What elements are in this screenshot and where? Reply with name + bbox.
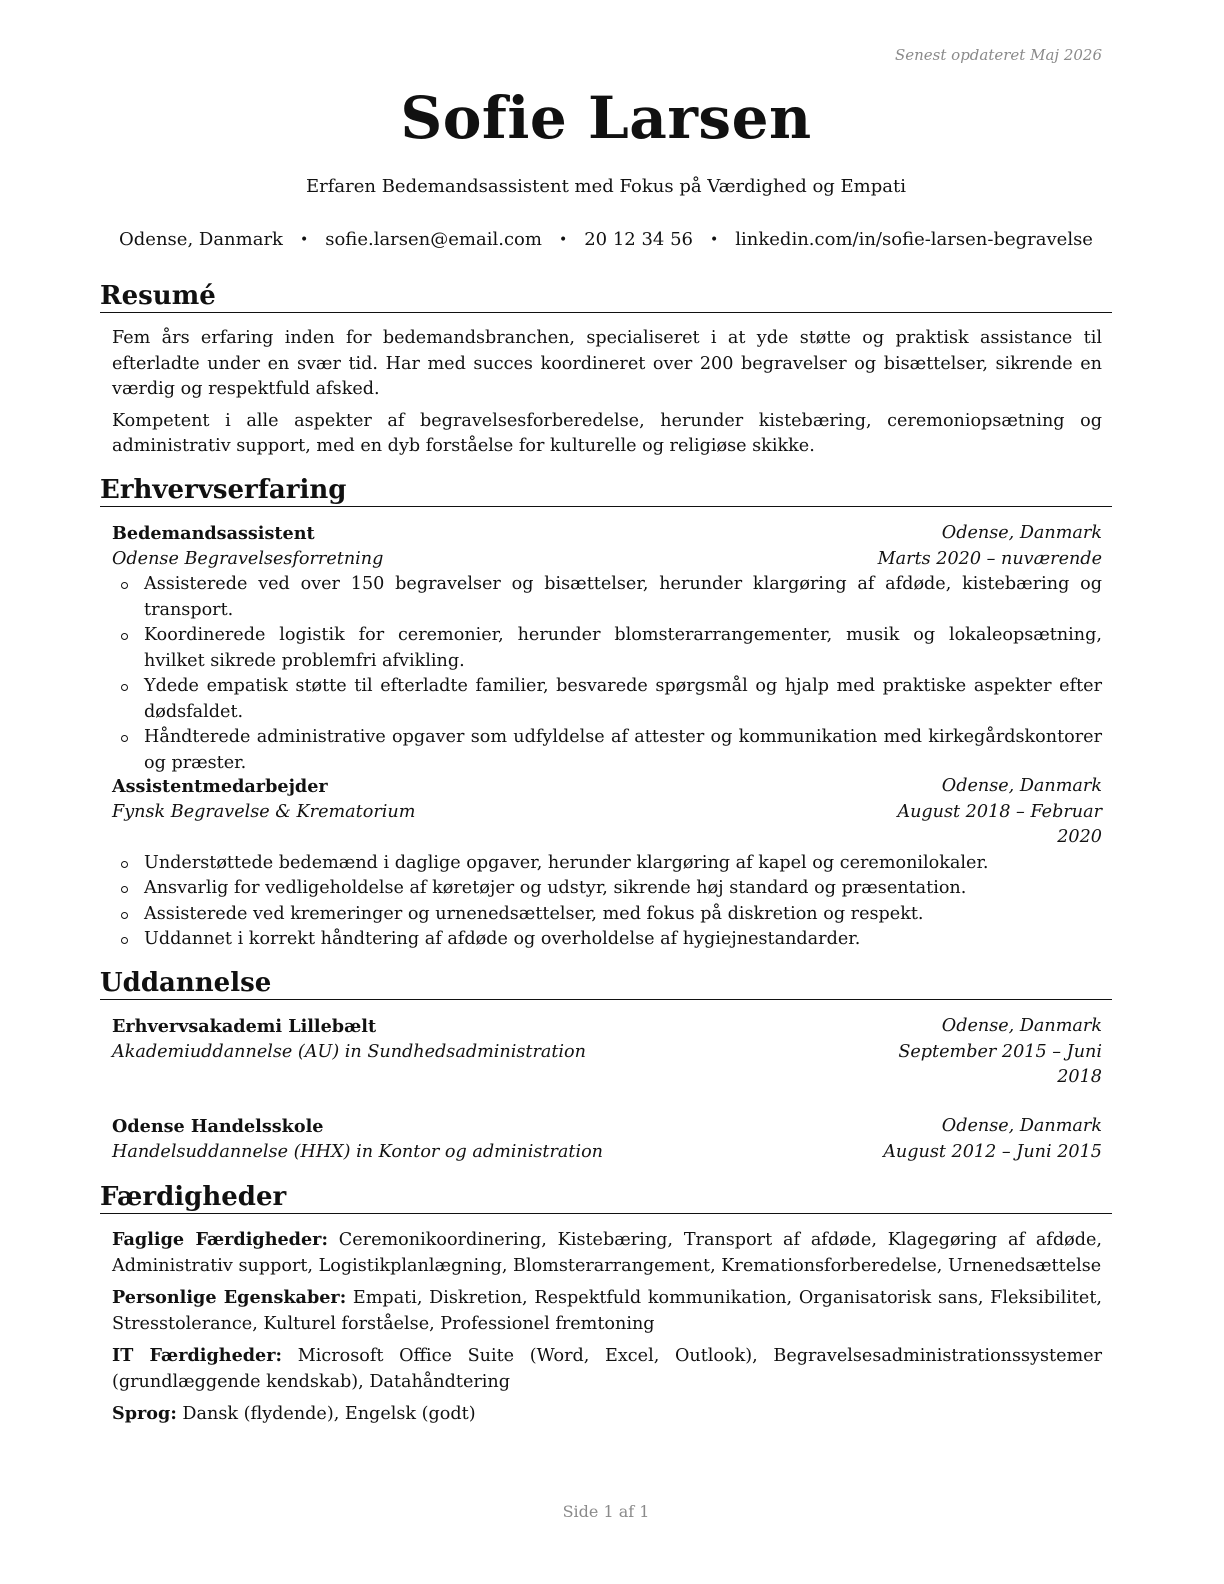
contact-location: Odense, Danmark bbox=[119, 229, 283, 250]
job-bullet: Uddannet i korrekt håndtering af afdøde og overholdelse af hygiejnestandarder. bbox=[144, 927, 1102, 953]
education-location: Odense, Danmark bbox=[941, 1116, 1102, 1136]
education-degree: Handelsuddannelse (HHX) in Kontor og administration bbox=[112, 1141, 604, 1162]
last-updated: Senest opdateret Maj 2026 bbox=[894, 46, 1102, 64]
job-bullet: Assisterede ved kremeringer og urnenedsættelser, med fokus på diskretion og respekt. bbox=[144, 902, 1102, 928]
job-bullet: Håndterede administrative opgaver som udfyldelse af attester og kommunikation med kirkegårdskontorer og præster. bbox=[144, 725, 1102, 776]
resume-page bbox=[100, 0, 1112, 1584]
education-dates: August 2012 – Juni 2015 bbox=[883, 1141, 1102, 1162]
section-title-summary: Resumé bbox=[100, 280, 1112, 313]
section-title-experience: Erhvervserfaring bbox=[100, 474, 1112, 507]
candidate-name: Sofie Larsen bbox=[400, 84, 812, 152]
job-bullet: Assisterede ved over 150 begravelser og bisættelser, herunder klargøring af afdøde, kistebæring og transport. bbox=[144, 572, 1102, 623]
skill-group-text: Dansk (flydende), Engelsk (godt) bbox=[182, 1404, 476, 1424]
contact-separator: • bbox=[299, 232, 309, 248]
job-company: Odense Begravelsesforretning bbox=[112, 548, 384, 569]
job-bullets bbox=[112, 851, 1102, 953]
job-role: Bedemandsassistent bbox=[112, 523, 315, 544]
education-degree: Akademiuddannelse (AU) in Sundhedsadministration bbox=[112, 1041, 586, 1062]
skill-group bbox=[112, 1285, 1102, 1337]
education-entry bbox=[112, 1014, 1102, 1091]
summary-paragraph: Kompetent i alle aspekter af begravelsesforberedelse, herunder kistebæring, ceremoniopsætning og administrativ support, med en dyb forståelse for kulturelle og religiøse skikke. bbox=[112, 410, 1102, 456]
skill-group-text: Ceremonikoordinering, Kistebæring, Transport af afdøde, Klagegøring af afdøde, Administrativ support, Logistikplanlægning, Blomsterarrangement, Kremationsforberedelse, Urnenedsættelse bbox=[112, 1230, 1102, 1276]
job-company: Fynsk Begravelse & Krematorium bbox=[112, 801, 416, 822]
summary-paragraph: Fem års erfaring inden for bedemandsbranchen, specialiseret i at yde støtte og praktisk assistance til efterladte under en svær tid. Har med succes koordineret over 200 begravelser og bisættelser, sikrende en værdig og respektfuld afsked. bbox=[112, 328, 1102, 399]
education-entry bbox=[112, 1114, 1102, 1165]
contact-phone: 20 12 34 56 bbox=[584, 229, 693, 250]
contact-separator: • bbox=[558, 232, 568, 248]
section-title-education: Uddannelse bbox=[100, 967, 1112, 1000]
skill-group bbox=[112, 1227, 1102, 1279]
education-location: Odense, Danmark bbox=[941, 1016, 1102, 1036]
skill-group bbox=[112, 1401, 1102, 1428]
skill-group-label: Sprog: bbox=[112, 1403, 177, 1424]
job-bullet: Understøttede bedemænd i daglige opgaver, herunder klargøring af kapel og ceremonilokaler. bbox=[144, 851, 1102, 877]
skill-group-text: Microsoft Office Suite (Word, Excel, Outlook), Begravelsesadministrationssystemer (grundlæggende kendskab), Datahåndtering bbox=[112, 1346, 1103, 1392]
contact-linkedin[interactable]: linkedin.com/in/sofie-larsen-begravelse bbox=[735, 229, 1093, 250]
contact-line bbox=[100, 229, 1112, 250]
job-dates: August 2018 – Februar 2020 bbox=[897, 801, 1102, 847]
skill-group-label: IT Færdigheder: bbox=[112, 1345, 283, 1366]
summary-section bbox=[112, 326, 1102, 466]
skill-group-label: Faglige Færdigheder: bbox=[112, 1229, 328, 1250]
education-school: Erhvervsakademi Lillebælt bbox=[112, 1016, 377, 1037]
section-title-skills: Færdigheder bbox=[100, 1181, 1112, 1214]
skill-group-label: Personlige Egenskaber: bbox=[112, 1287, 347, 1308]
contact-email[interactable]: sofie.larsen@email.com bbox=[325, 229, 542, 250]
job-dates: Marts 2020 – nuværende bbox=[877, 548, 1102, 569]
job-bullets bbox=[112, 572, 1102, 776]
job-role: Assistentmedarbejder bbox=[112, 776, 328, 797]
job-location: Odense, Danmark bbox=[941, 776, 1102, 796]
skill-group bbox=[112, 1343, 1102, 1395]
education-school: Odense Handelsskole bbox=[112, 1116, 324, 1137]
candidate-tagline: Erfaren Bedemandsassistent med Fokus på Værdighed og Empati bbox=[306, 176, 906, 197]
experience-entry bbox=[112, 521, 1102, 776]
contact-separator: • bbox=[710, 232, 719, 248]
job-bullet: Ydede empatisk støtte til efterladte familier, besvarede spørgsmål og hjalp med praktiske aspekter efter dødsfaldet. bbox=[144, 674, 1102, 725]
job-location: Odense, Danmark bbox=[941, 523, 1102, 543]
education-dates: September 2015 – Juni 2018 bbox=[898, 1041, 1102, 1087]
experience-entry bbox=[112, 774, 1102, 953]
page-footer: Side 1 af 1 bbox=[562, 1502, 650, 1521]
skills-section bbox=[112, 1227, 1102, 1434]
job-bullet: Ansvarlig for vedligeholdelse af køretøjer og udstyr, sikrende høj standard og præsentation. bbox=[144, 876, 1102, 902]
skill-group-text: Empati, Diskretion, Respektfuld kommunikation, Organisatorisk sans, Fleksibilitet, Stresstolerance, Kulturel forståelse, Professionel fremtoning bbox=[112, 1288, 1103, 1334]
job-bullet: Koordinerede logistik for ceremonier, herunder blomsterarrangementer, musik og lokaleopsætning, hvilket sikrede problemfri afvikling. bbox=[144, 623, 1102, 674]
